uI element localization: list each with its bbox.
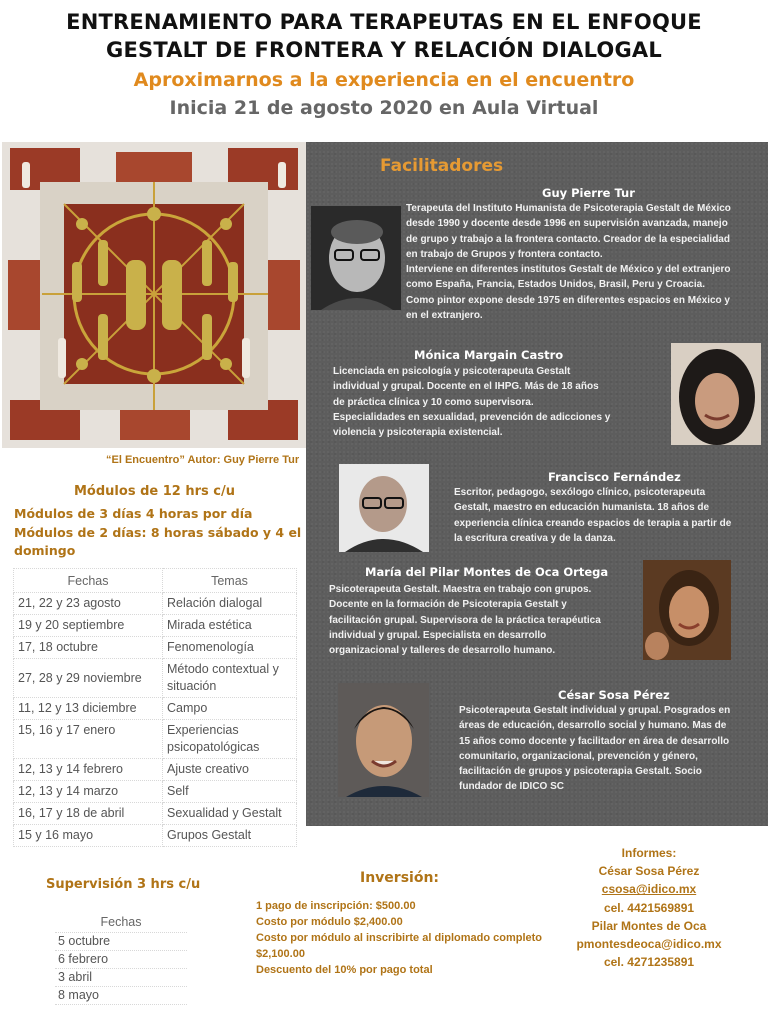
topic-cell: Método contextual y situación	[163, 659, 297, 698]
contact-info	[560, 844, 738, 971]
date-cell: 12, 13 y 14 febrero	[14, 759, 163, 781]
bio-line: individual y grupal. Especialista en desarrollo	[329, 629, 547, 641]
bio-line: experiencia clínica creando espacios de terapia a partir de	[454, 517, 732, 529]
artwork-caption: “El Encuentro” Autor: Guy Pierre Tur	[106, 454, 300, 466]
contact-email-link[interactable]: pmontesdeoca@idico.mx	[576, 937, 722, 952]
date-cell: 15 y 16 mayo	[14, 825, 163, 847]
title-line-1: ENTRENAMIENTO PARA TERAPEUTAS EN EL ENFOQUE	[66, 10, 702, 34]
date-cell: 17, 18 octubre	[14, 637, 163, 659]
bio-line: como España, Francia, Estados Unidos, Brasil, Peru y Croacia.	[406, 279, 705, 291]
date-cell: 5 octubre	[55, 932, 187, 950]
modules-line-1: Módulos de 3 días 4 horas por día	[14, 506, 253, 521]
bio-line: Gestalt, maestro en educación humanista. 18 años de	[454, 502, 710, 514]
table-row	[14, 803, 297, 825]
bio-line: desde 1990 y docente desde 1996 en supervisión avanzada, manejo	[406, 218, 728, 230]
investment-line: $2,100.00	[256, 948, 305, 960]
date-cell: 15, 16 y 17 enero	[14, 720, 163, 759]
facilitator-bio-2	[333, 364, 665, 440]
facilitator-name-1: Guy Pierre Tur	[542, 186, 635, 200]
table-row	[14, 593, 297, 615]
facilitator-name-2: Mónica Margain Castro	[414, 348, 564, 362]
bio-line: de práctica clínica y 10 como supervisora.	[333, 396, 534, 408]
date-cell: 6 febrero	[55, 950, 187, 968]
bio-line: individual y grupal. Docente en el IHPG. Más de 18 años	[333, 381, 599, 393]
bio-line: áreas de educación, desarrollo social y humano. Mas de	[459, 720, 727, 732]
photo-guy-pierre-tur	[311, 206, 401, 310]
investment-line: Costo por módulo $2,400.00	[256, 916, 403, 928]
table-header-row	[14, 569, 297, 593]
topic-cell: Self	[163, 781, 297, 803]
table-row	[14, 720, 297, 759]
date-cell: 3 abril	[55, 968, 187, 986]
contact-phone: cel. 4271235891	[603, 955, 695, 970]
topic-cell: Campo	[163, 698, 297, 720]
investment-line: Descuento del 10% por pago total	[256, 964, 433, 976]
bio-line: violencia y psicoterapia existencial.	[333, 427, 503, 439]
title-line-2: GESTALT DE FRONTERA Y RELACIÓN DIALOGAL	[106, 38, 662, 62]
supervision-title: Supervisión 3 hrs c/u	[46, 877, 201, 892]
date-cell: 8 mayo	[55, 986, 187, 1004]
table-row	[55, 932, 187, 950]
bio-line: comunitario, organizacional, prevención y género,	[459, 750, 698, 762]
bio-line: fundador de IDICO SC	[459, 781, 564, 793]
bio-line: 15 años como docente y facilitador en área de desarrollo	[459, 735, 730, 747]
table-row	[14, 637, 297, 659]
topic-cell: Mirada estética	[163, 615, 297, 637]
table-row	[55, 950, 187, 968]
bio-line: Licenciada en psicología y psicoterapeuta Gestalt	[333, 366, 571, 377]
supervision-table	[55, 912, 187, 1005]
modules-line-2: Módulos de 2 días: 8 horas sábado y 4 el	[14, 525, 302, 540]
contact-name: César Sosa Pérez	[598, 864, 700, 879]
contact-email-link[interactable]: csosa@idico.mx	[601, 882, 697, 897]
schedule-table	[13, 568, 297, 847]
bio-line: facilitación de grupos y psicoterapia Gestalt. Socio	[459, 766, 702, 778]
photo-francisco-fernandez	[339, 464, 429, 552]
topic-cell: Experiencias psicopatológicas	[163, 720, 297, 759]
investment-title: Inversión:	[360, 870, 440, 886]
bio-line: de grupo y trabajo a la frontera contacto. Creador de la especialidad	[406, 233, 730, 245]
table-row	[14, 659, 297, 698]
date-cell: 27, 28 y 29 noviembre	[14, 659, 163, 698]
header-temas: Temas	[163, 569, 297, 593]
table-row	[55, 968, 187, 986]
photo-pilar-montes-de-oca	[643, 560, 731, 660]
table-row	[14, 615, 297, 637]
header-fechas: Fechas	[55, 912, 187, 932]
info-title: Informes:	[621, 846, 677, 860]
date-cell: 19 y 20 septiembre	[14, 615, 163, 637]
facilitator-name-5: César Sosa Pérez	[558, 688, 670, 702]
facilitator-bio-5	[459, 703, 759, 795]
table-row	[14, 825, 297, 847]
table-header-row	[55, 912, 187, 932]
table-row	[14, 759, 297, 781]
start-date: Inicia 21 de agosto 2020 en Aula Virtual	[169, 97, 599, 119]
topic-cell: Ajuste creativo	[163, 759, 297, 781]
date-cell: 16, 17 y 18 de abril	[14, 803, 163, 825]
modules-line-3: domingo	[14, 543, 76, 558]
modules-title: Módulos de 12 hrs c/u	[74, 484, 235, 499]
bio-line: la escritura creativa y de la danza.	[454, 532, 616, 544]
bio-line: Docente en la formación de Psicoterapia Gestalt y	[329, 599, 567, 611]
investment-line: 1 pago de inscripción: $500.00	[256, 900, 416, 912]
facilitators-title: Facilitadores	[380, 156, 504, 176]
facilitator-bio-1	[406, 201, 764, 323]
facilitator-bio-4	[329, 582, 639, 658]
facilitator-name-4: María del Pilar Montes de Oca Ortega	[365, 565, 609, 579]
bio-line: Escritor, pedagogo, sexólogo clínico, psicoterapeuta	[454, 487, 706, 498]
bio-line: Psicoterapeuta Gestalt individual y grupal. Posgrados en	[459, 705, 731, 716]
date-cell: 21, 22 y 23 agosto	[14, 593, 163, 615]
topic-cell: Sexualidad y Gestalt	[163, 803, 297, 825]
bio-line: Interviene en diferentes institutos Gestalt de México y del extranjero	[406, 264, 731, 276]
header	[0, 8, 768, 122]
bio-line: en trabajo de Grupos y frontera contacto.	[406, 248, 603, 260]
table-row	[55, 986, 187, 1004]
photo-monica-margain	[671, 343, 761, 445]
bio-line: Especialidades en sexualidad, prevención de adicciones y	[333, 411, 611, 423]
investment-line: Costo por módulo al inscribirte al diplomado completo	[256, 932, 543, 944]
topic-cell: Grupos Gestalt	[163, 825, 297, 847]
bio-line: Psicoterapeuta Gestalt. Maestra en trabajo con grupos.	[329, 584, 592, 595]
table-row	[14, 698, 297, 720]
artwork-el-encuentro	[2, 142, 306, 448]
table-row	[14, 781, 297, 803]
subtitle: Aproximarnos a la experiencia en el encuentro	[133, 69, 635, 91]
facilitator-name-3: Francisco Fernández	[548, 470, 681, 484]
topic-cell: Relación dialogal	[163, 593, 297, 615]
facilitator-bio-3	[454, 485, 762, 546]
date-cell: 11, 12 y 13 diciembre	[14, 698, 163, 720]
bio-line: organizacional y talleres de desarrollo humano.	[329, 645, 556, 657]
header-fechas: Fechas	[14, 569, 163, 593]
photo-cesar-sosa	[338, 683, 429, 797]
contact-name: Pilar Montes de Oca	[591, 918, 707, 933]
topic-cell: Fenomenología	[163, 637, 297, 659]
bio-line: en el extranjero.	[406, 310, 483, 322]
contact-phone: cel. 4421569891	[603, 900, 695, 915]
bio-line: facilitación grupal. Supervisora de la práctica terapéutica	[329, 614, 601, 626]
date-cell: 12, 13 y 14 marzo	[14, 781, 163, 803]
bio-line: Como pintor expone desde 1975 en diferentes espacios en México y	[406, 294, 730, 306]
bio-line: Terapeuta del Instituto Humanista de Psicoterapia Gestalt de México	[406, 203, 731, 214]
